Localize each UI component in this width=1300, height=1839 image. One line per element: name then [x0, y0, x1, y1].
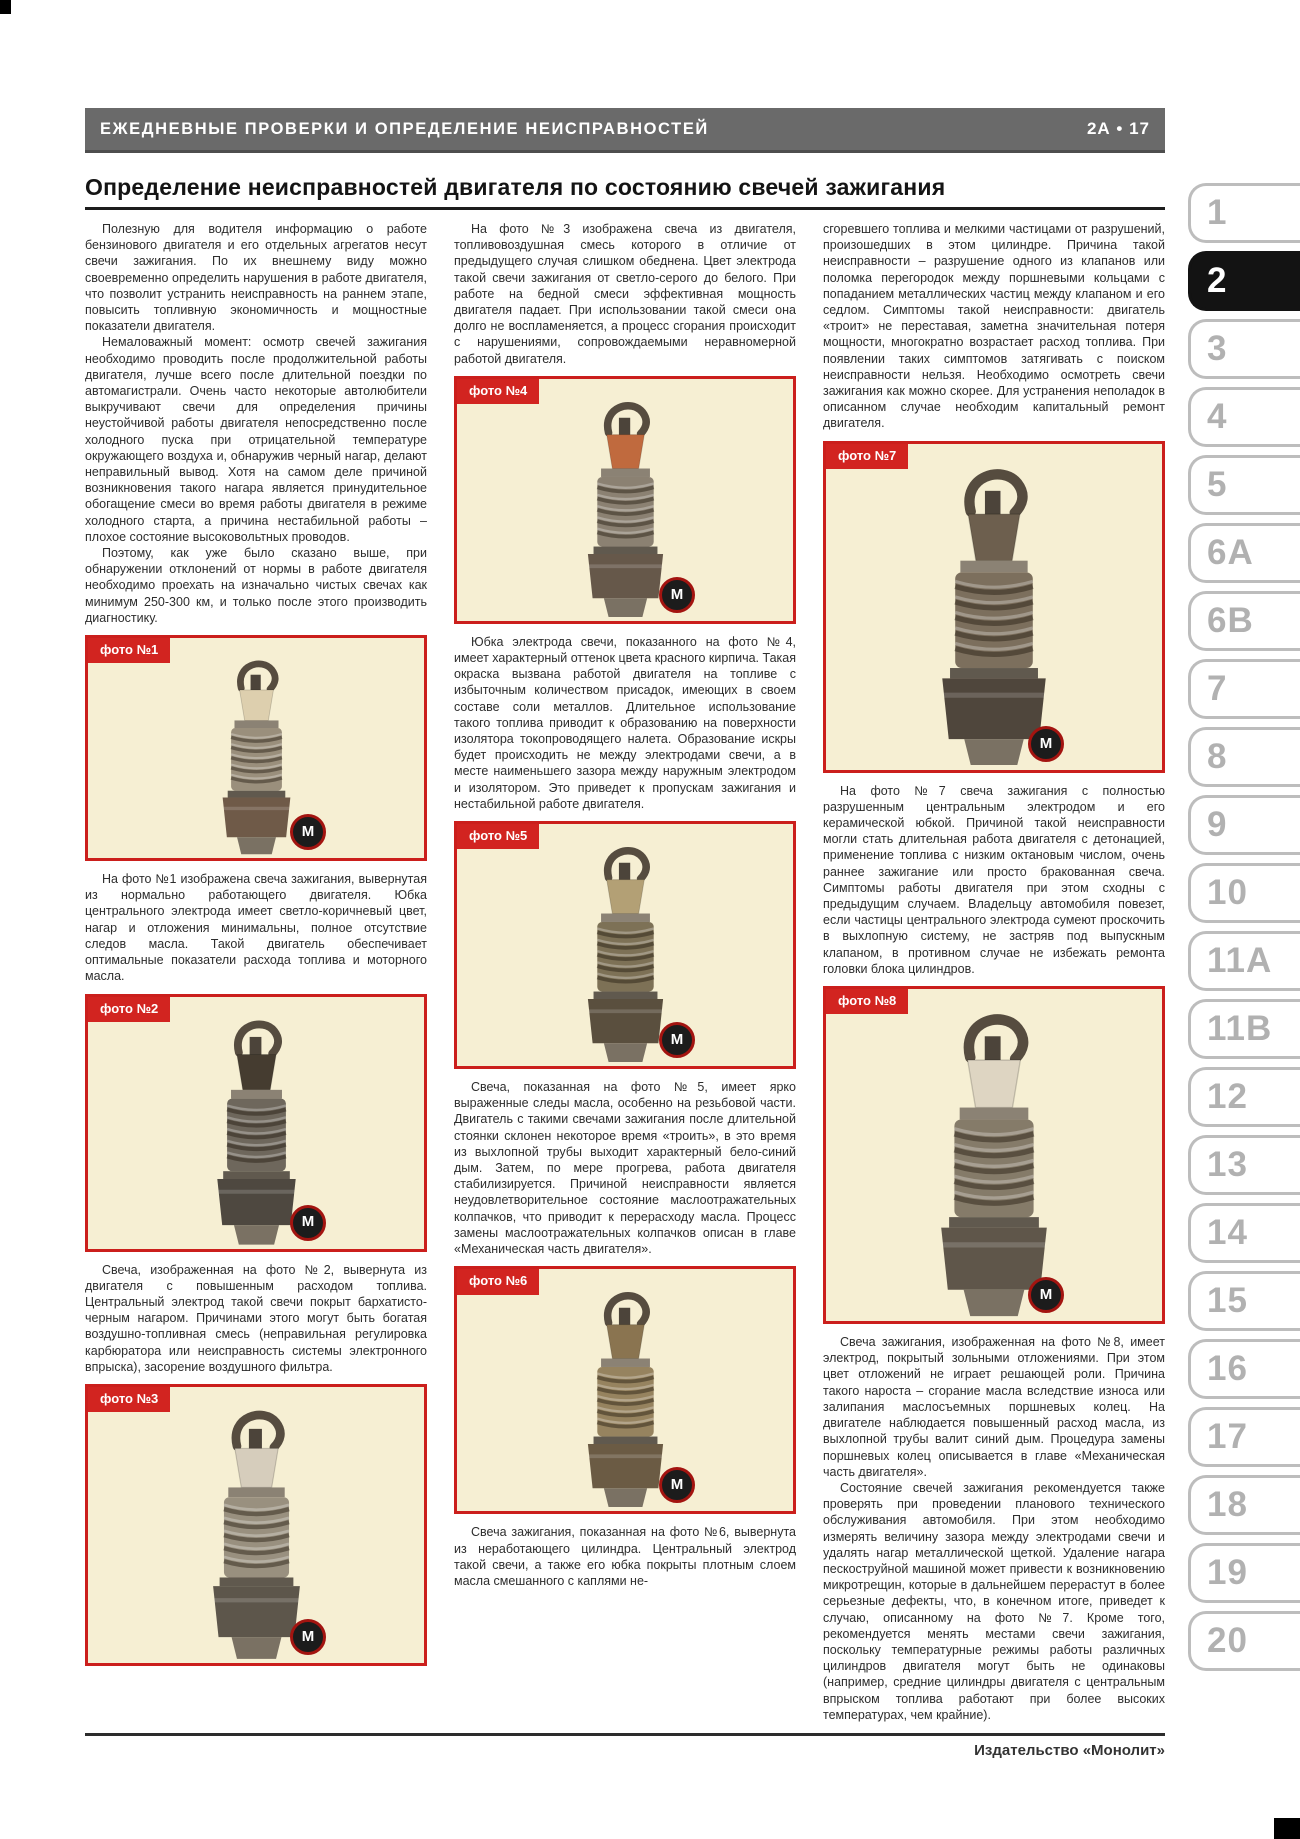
publisher-credit: Издательство «Монолит» [974, 1742, 1165, 1759]
photo-label: фото №8 [826, 989, 908, 1014]
photo-label: фото №6 [457, 1269, 539, 1294]
paragraph: На фото №7 свеча зажигания с полностью разрушенным центральным электродом и его керамической юбкой. Причиной такой неисправности могли стать длительная работа двигателя с детонацией, применение топлива с низким октановым числом, очень раннее зажигание или просто бракованная свеча. Симптомы работы двигателя при этом сходны с предыдущим случаем. Владельцу автомобиля повезет, если частицы центрального электрода сумеют проскочить в выхлопную систему, не застряв под выпускным клапаном, в противном случае не избежать ремонта головки блока цилиндров. [823, 783, 1165, 976]
page-header-bar [85, 108, 1165, 153]
chapter-tab-16: 16 [1188, 1339, 1300, 1399]
scan-crop-mark-top-left [0, 0, 11, 14]
chapter-tab-2: 2 [1188, 251, 1300, 311]
chapter-tab-11В: 11В [1188, 999, 1300, 1059]
paragraph: Немаловажный момент: осмотр свечей зажигания необходимо проводить после продолжительной работы двигателя, лучше всего после длительной поездки по автомагистрали. Очень часто некоторые автолюбители выкручивают свечи для определения причины неустойчивой работы двигателя непосредственно после холодного пуска при отрицательной температуре окружающего воздуха и, обнаружив черный нагар, делают неправильный вывод. Хотя на самом деле причиной возникновения такого нагара является принудительное обогащение смеси во время работы двигателя в режиме холодного старта, а причина нестабильной работы – плохое состояние высоковольтных проводов. [85, 335, 427, 544]
paragraph: Полезную для водителя информацию о работе бензинового двигателя и его отдельных агрегатов несут свечи зажигания. По их внешнему виду можно своевременно определить нарушения в работе двигателя, что позволит устранить неисправность на раннем этапе, повысить топливную экономичность и мощностные показатели двигателя. [85, 222, 427, 334]
chapter-tab-10: 10 [1188, 863, 1300, 923]
paragraph: сгоревшего топлива и мелкими частицами от разрушений, произошедших в этом цилиндре. Причина такой неисправности – разрушение одного из клапанов или поломка перегородок между поршневыми кольцами с попаданием металлических частиц между клапаном и его седлом. Симптомы такой неисправности: двигатель «троит» не переставая, заметна значительная потеря мощности, многократно возрастает расход топлива. При появлении таких симптомов затягивать с поиском неисправности нельзя. Необходимо осмотреть свечи зажигания как можно скорее. Для устранения неполадок в описанном случае необходим капитальный ремонт двигателя. [823, 222, 1165, 431]
monolit-logo-badge: М [1028, 726, 1064, 762]
photo-box-p5 [454, 821, 796, 1069]
chapter-tab-17: 17 [1188, 1407, 1300, 1467]
chapter-tab-6А: 6А [1188, 523, 1300, 583]
chapter-tab-9: 9 [1188, 795, 1300, 855]
photo-image-area [457, 379, 793, 621]
photo-image-area [457, 824, 793, 1066]
chapter-tab-5: 5 [1188, 455, 1300, 515]
paragraph: На фото №1 изображена свеча зажигания, вывернутая из нормально работающего двигателя. Юбка центрального электрода имеет светло-коричневый цвет, нагар и отложения минимальны, полное отсутствие следов масла. Такой двигатель обеспечивает оптимальные показатели расхода топлива и моторного масла. [85, 872, 427, 984]
photo-label: фото №4 [457, 379, 539, 404]
column-3 [823, 221, 1165, 1723]
photo-box-p3 [85, 1384, 427, 1666]
column-1 [85, 221, 427, 1723]
chapter-tab-13: 13 [1188, 1135, 1300, 1195]
chapter-tab-8: 8 [1188, 727, 1300, 787]
chapter-tab-18: 18 [1188, 1475, 1300, 1535]
chapter-tab-index [1188, 183, 1300, 1671]
paragraph: Свеча, показанная на фото №5, имеет ярко выраженные следы масла, особенно на резьбовой части. Двигатель с такими свечами зажигания после длительной стоянки склонен некоторое время «троить», в это время из выхлопной трубы выходит характерный бело-синий дым. Затем, по мере прогрева, работа двигателя стабилизируется. Причиной неисправности является неудовлетворительное состояние маслоотражательных колпачков, что приводит к перерасходу масла. Процесс замены маслоотражательных колпачков описан в главе «Механическая часть двигателя». [454, 1080, 796, 1257]
paragraph: Состояние свечей зажигания рекомендуется также проверять при проведении планового технического обслуживания автомобиля. При этом необходимо измерять величину зазора между электродами свечи и удалять нагар металлической щеткой. Удаление нагара пескоструйной машиной может привести к возникновению микротрещин, которые в дальнейшем перерастут в более серьезные дефекты, что, в конечном итоге, приведет к случаю, описанному на фото №7. Кроме того, рекомендуется менять местами свечи зажигания, поскольку температурные режимы работы различных цилиндров двигателя могут быть не одинаковы (например, средние цилиндры двигателя с центральным впрыском топлива работают при более высоких температурах, чем крайние). [823, 1480, 1165, 1722]
chapter-tab-4: 4 [1188, 387, 1300, 447]
photo-label: фото №1 [88, 638, 170, 663]
section-title: ЕЖЕДНЕВНЫЕ ПРОВЕРКИ И ОПРЕДЕЛЕНИЕ НЕИСПРАВНОСТЕЙ [100, 119, 709, 138]
paragraph: Поэтому, как уже было сказано выше, при обнаружении отклонений от нормы в работе двигателя необходимо проехать на изначально чистых свечах как минимум 250-300 км, и только после этого производить диагностику. [85, 546, 427, 625]
chapter-tab-19: 19 [1188, 1543, 1300, 1603]
photo-box-p7 [823, 441, 1165, 773]
spark-plug-photo [897, 462, 1091, 768]
photo-image-area [457, 1269, 793, 1511]
photo-image-area [826, 989, 1162, 1321]
monolit-logo-badge: М [659, 1467, 695, 1503]
paragraph: Свеча, изображенная на фото №2, вывернута из двигателя с повышенным расходом топлива. Центральный электрод такой свечи покрыт бархатисто-черным нагаром. Причинами этого могут быть богатая воздушно-топливная смесь (неправильная регулировка карбюратора или неисправность системы электронного впрыска), засорение воздушного фильтра. [85, 1262, 427, 1374]
photo-label: фото №3 [88, 1387, 170, 1412]
monolit-logo-badge: М [290, 814, 326, 850]
chapter-tab-11А: 11А [1188, 931, 1300, 991]
paragraph: Свеча зажигания, изображенная на фото №8, имеет электрод, покрытый зольными отложениями. При этом цвет отложений не играет решающей роли. Причина такого нароста – сгорание масла вследствие износа или залипания маслосъемных поршневых колец. На двигателе наблюдается повышенный расход масла, из выхлопной трубы валит синий дым. Процедура замены поршневых колец описывается в главе «Механическая часть двигателя». [823, 1335, 1165, 1479]
photo-label: фото №7 [826, 444, 908, 469]
photo-box-p6 [454, 1266, 796, 1514]
chapter-tab-3: 3 [1188, 319, 1300, 379]
paragraph: Юбка электрода свечи, показанного на фото №4, имеет характерный оттенок цвета красного кирпича. Такая окраска вызвана работой двигателя на топливе с избыточным количеством присадок, имеющих в своем составе соли металлов. Длительное использование такого топлива приводит к образованию на поверхности изолятора токопроводящего налета. Образование искры будет происходить не между электродами свечи, а в месте наименьшего зазора между наружным электродом и изолятором. Это приведет к пропускам зажигания и нестабильной работе двигателя. [454, 634, 796, 811]
chapter-tab-1: 1 [1188, 183, 1300, 243]
paragraph: Свеча зажигания, показанная на фото №6, вывернута из неработающего цилиндра. Центральный электрод такой свечи, а также его юбка покрыты плотным слоем масла смешанного с каплями не- [454, 1525, 796, 1588]
monolit-logo-badge: М [290, 1619, 326, 1655]
scan-crop-mark-bottom-right [1274, 1818, 1300, 1839]
photo-image-area [88, 638, 424, 858]
chapter-tab-20: 20 [1188, 1611, 1300, 1671]
photo-image-area [826, 444, 1162, 770]
spark-plug-photo [895, 1007, 1093, 1319]
monolit-logo-badge: М [659, 1022, 695, 1058]
monolit-logo-badge: М [290, 1205, 326, 1241]
page-number: 2А • 17 [1086, 119, 1150, 138]
photo-label: фото №5 [457, 824, 539, 849]
article-title: Определение неисправностей двигателя по состоянию свечей зажигания [85, 174, 1165, 210]
photo-image-area [88, 1387, 424, 1663]
footer-rule [85, 1733, 1165, 1736]
paragraph: На фото №3 изображена свеча из двигателя, топливовоздушная смесь которого в отличие от предыдущего случая слишком обеднена. Цвет электрода такой свечи зажигания от светло-серого до белого. При работе на бедной смеси эффективная мощность двигателя падает. При использовании такой смеси она долго не воспламеняется, а процесс сгорания происходит с нарушениями, сопровождаемыми неравномерной работой двигателя. [454, 222, 796, 366]
photo-label: фото №2 [88, 997, 170, 1022]
chapter-tab-12: 12 [1188, 1067, 1300, 1127]
chapter-tab-14: 14 [1188, 1203, 1300, 1263]
chapter-tab-6В: 6В [1188, 591, 1300, 651]
monolit-logo-badge: М [1028, 1277, 1064, 1313]
text-columns [85, 221, 1165, 1723]
photo-box-p4 [454, 376, 796, 624]
photo-box-p1 [85, 635, 427, 861]
chapter-tab-15: 15 [1188, 1271, 1300, 1331]
column-2 [454, 221, 796, 1723]
photo-box-p2 [85, 994, 427, 1252]
photo-image-area [88, 997, 424, 1249]
chapter-tab-7: 7 [1188, 659, 1300, 719]
monolit-logo-badge: М [659, 577, 695, 613]
photo-box-p8 [823, 986, 1165, 1324]
